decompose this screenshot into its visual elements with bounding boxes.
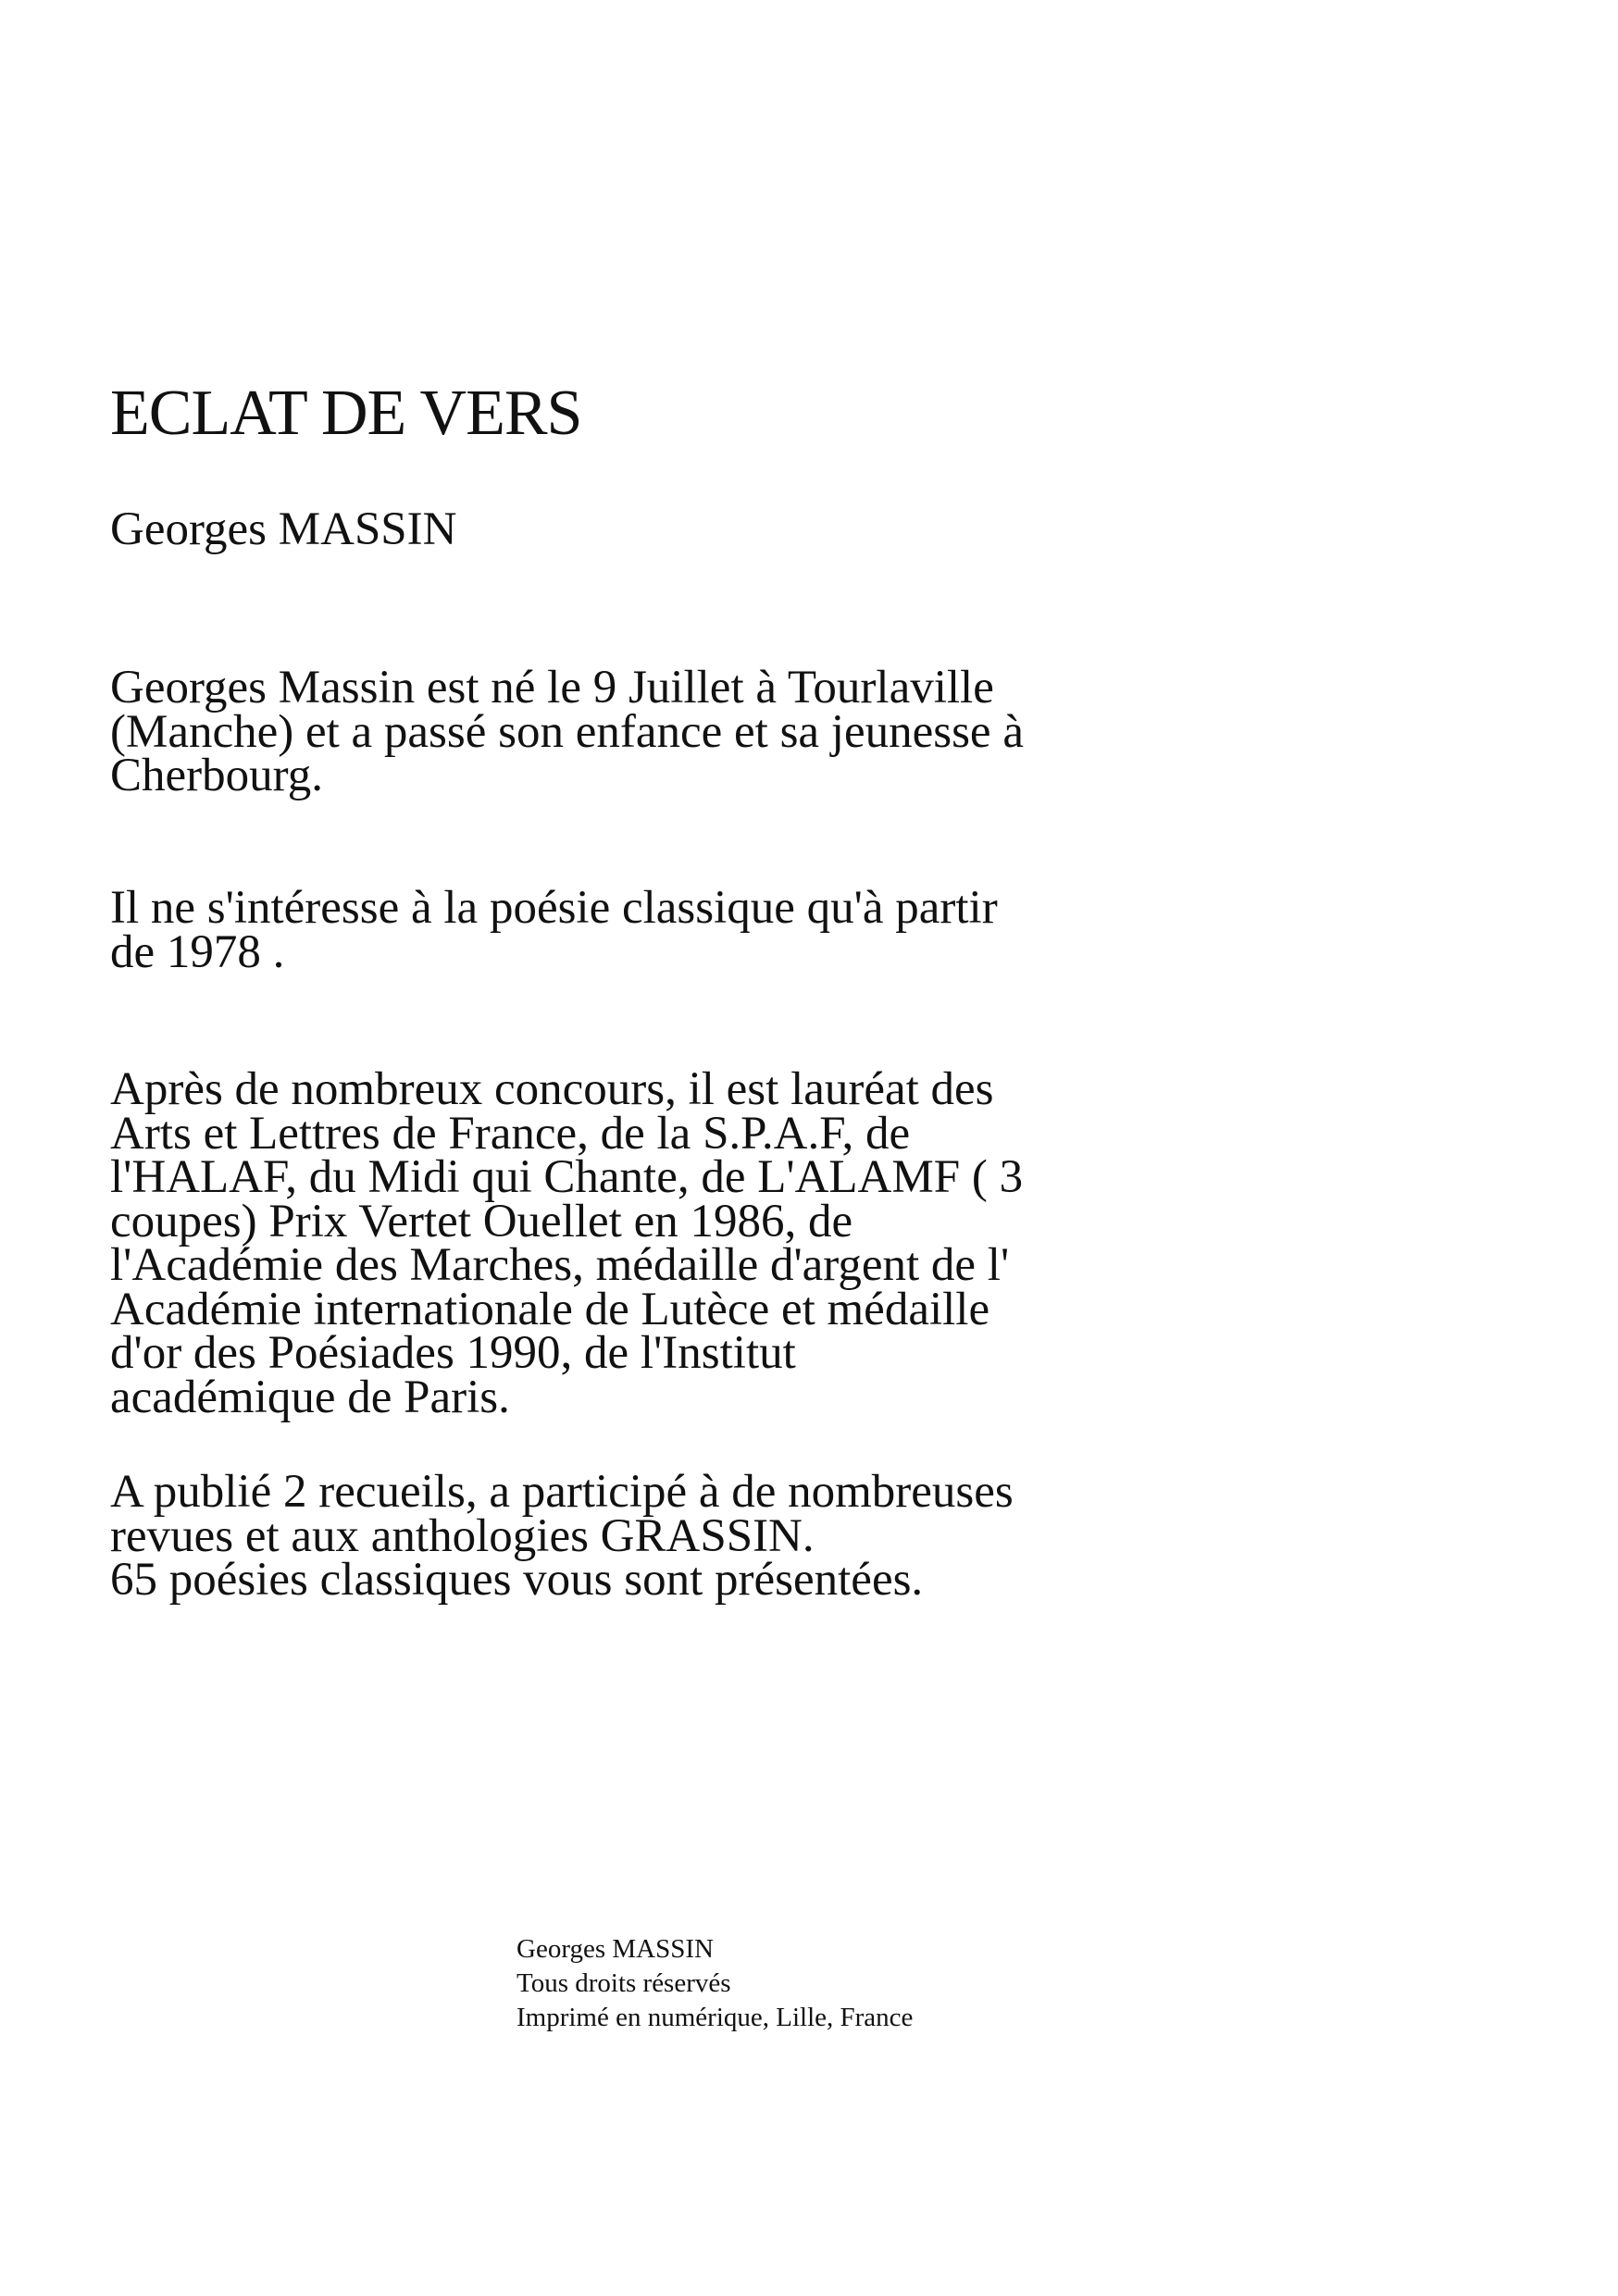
colophon-rights: Tous droits réservés <box>517 1968 731 1998</box>
text-line: Cherbourg. <box>110 750 323 801</box>
text-line: Académie internationale de Lutèce et médaille <box>110 1283 990 1335</box>
biography-paragraph-publications <box>110 1466 1014 1606</box>
text-line: coupes) Prix Vertet Ouellet en 1986, de <box>110 1195 853 1247</box>
text-line: de 1978 . <box>110 925 285 978</box>
text-line: l'Académie des Marches, médaille d'argent de l' <box>110 1239 1010 1291</box>
text-line: revues et aux anthologies GRASSIN. <box>110 1509 815 1562</box>
biography-paragraph-birth <box>110 662 1024 801</box>
text-line: (Manche) et a passé son enfance et sa jeunesse à <box>110 705 1024 758</box>
text-line: Georges Massin est né le 9 Juillet à Tourlaville <box>110 662 994 714</box>
text-line: académique de Paris. <box>110 1371 510 1423</box>
text-line: 65 poésies classiques vous sont présentées. <box>110 1554 924 1606</box>
text-line: l'HALAF, du Midi qui Chante, de L'ALAMF ( 3 <box>110 1151 1024 1203</box>
book-title: ECLAT DE VERS <box>110 378 582 449</box>
author-name: Georges MASSIN <box>110 503 457 555</box>
text-line: d'or des Poésiades 1990, de l'Institut <box>110 1327 796 1379</box>
colophon <box>517 1932 913 2035</box>
text-line: Arts et Lettres de France, de la S.P.A.F, de <box>110 1107 911 1160</box>
text-line: Il ne s'intéresse à la poésie classique qu'à partir <box>110 882 998 934</box>
biography-paragraph-poetry <box>110 882 998 978</box>
colophon-printing: Imprimé en numérique, Lille, France <box>517 2003 914 2032</box>
colophon-author: Georges MASSIN <box>517 1934 714 1964</box>
text-line: A publié 2 recueils, a participé à de nombreuses <box>110 1466 1014 1518</box>
text-line: Après de nombreux concours, il est lauréat des <box>110 1063 994 1115</box>
biography-paragraph-awards <box>110 1063 1024 1423</box>
